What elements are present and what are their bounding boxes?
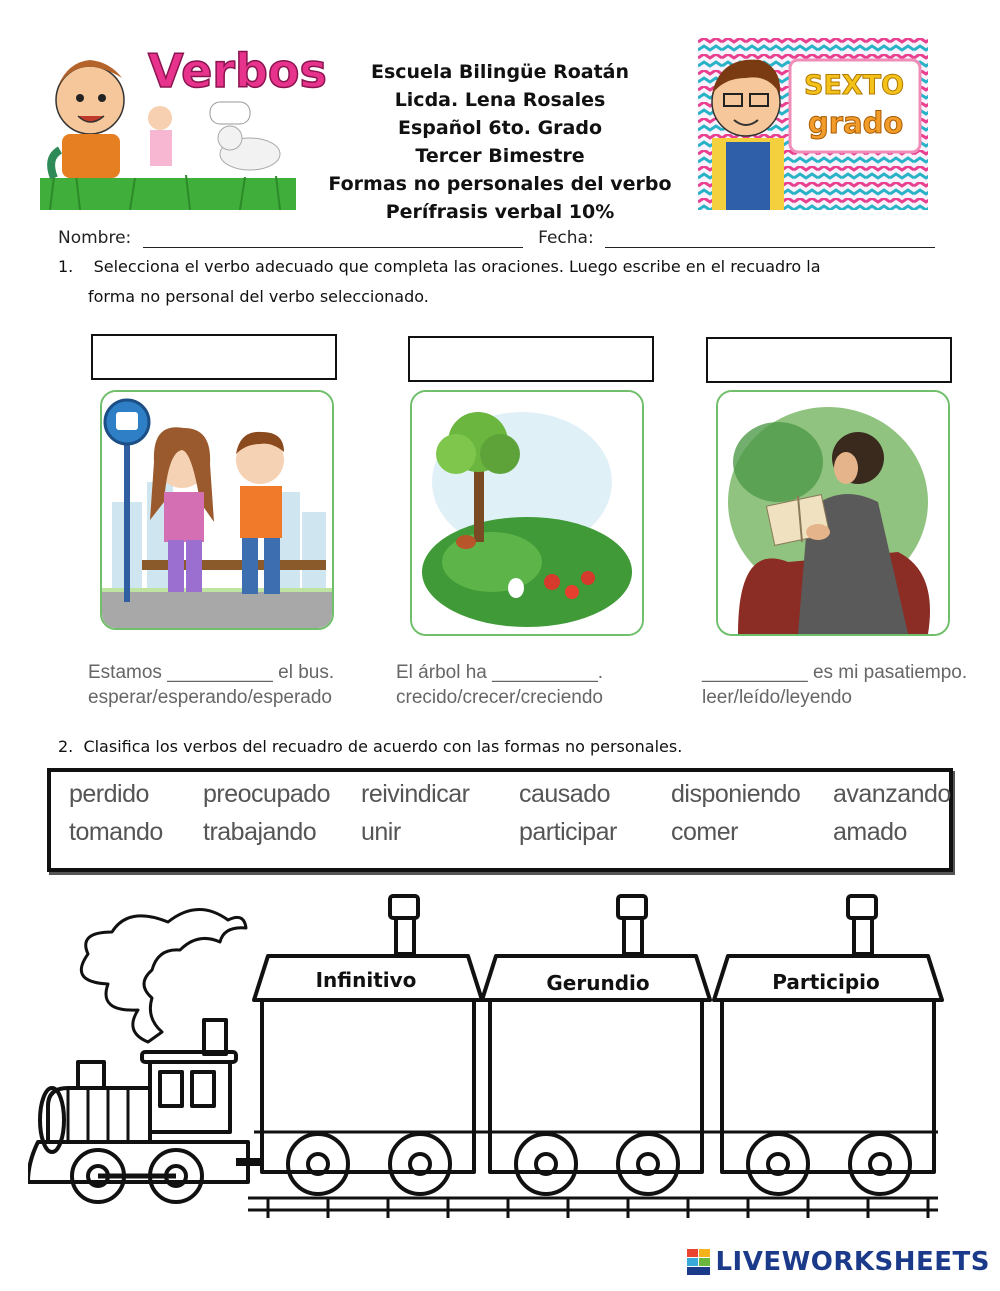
verb-word[interactable]: tomando bbox=[69, 818, 163, 846]
verb-word[interactable]: avanzando bbox=[833, 780, 951, 808]
header-line: Tercer Bimestre bbox=[415, 145, 585, 167]
sentence-1-text: Estamos __________ el bus. bbox=[88, 662, 335, 683]
sentence-2-text: El árbol ha __________. bbox=[396, 662, 604, 683]
sentence-3-text: __________ es mi pasatiempo. bbox=[702, 662, 968, 683]
sentence-3-options: leer/leído/leyendo bbox=[702, 687, 852, 708]
sentence-3 bbox=[702, 660, 967, 710]
drop-zone-participio[interactable] bbox=[726, 1004, 930, 1124]
grado-text: grado bbox=[808, 106, 904, 140]
sentence-2-options: crecido/crecer/creciendo bbox=[396, 687, 603, 708]
school-header bbox=[300, 58, 700, 226]
section1-instruction-line1: 1. Selecciona el verbo adecuado que completa las oraciones. Luego escribe en el recuadro la bbox=[58, 257, 821, 276]
brand-text: LIVEWORKSHEETS bbox=[715, 1247, 990, 1277]
drop-zone-infinitivo[interactable] bbox=[266, 1004, 470, 1124]
verb-word-box bbox=[47, 768, 953, 872]
section2-instruction: 2. Clasifica los verbos del recuadro de acuerdo con las formas no personales. bbox=[58, 737, 683, 756]
sentence-1-options: esperar/esperando/esperado bbox=[88, 687, 333, 708]
answer-box-2[interactable] bbox=[408, 336, 654, 382]
liveworksheets-icon bbox=[687, 1249, 711, 1275]
verb-word[interactable]: perdido bbox=[69, 780, 149, 808]
growing-tree-picture bbox=[410, 390, 644, 636]
section1-instruction-line2: forma no personal del verbo seleccionado. bbox=[88, 287, 429, 306]
verb-word[interactable]: causado bbox=[519, 780, 611, 808]
sexto-text: SEXTO bbox=[804, 70, 905, 101]
verb-word[interactable]: comer bbox=[671, 818, 738, 846]
verbos-logo bbox=[40, 38, 327, 210]
header-line: Español 6to. Grado bbox=[397, 117, 603, 139]
sexto-grado-logo bbox=[698, 38, 928, 210]
verb-word[interactable]: amado bbox=[833, 818, 907, 846]
car-label-gerundio: Gerundio bbox=[546, 971, 650, 995]
verb-word[interactable]: preocupado bbox=[203, 780, 331, 808]
student-info-row bbox=[58, 228, 935, 248]
bus-stop-picture bbox=[100, 390, 334, 630]
car-label-participio: Participio bbox=[772, 970, 880, 994]
verb-word[interactable]: participar bbox=[519, 818, 617, 846]
answer-box-1[interactable] bbox=[91, 334, 337, 380]
sentence-1 bbox=[88, 660, 334, 710]
verbos-logo-text: Verbos bbox=[148, 44, 327, 98]
sentence-2 bbox=[396, 660, 603, 710]
answer-box-3[interactable] bbox=[706, 337, 952, 383]
verb-word[interactable]: disponiendo bbox=[671, 780, 801, 808]
verb-word[interactable]: trabajando bbox=[203, 818, 317, 846]
name-line[interactable] bbox=[143, 229, 523, 248]
date-label: Fecha: bbox=[538, 228, 594, 248]
man-reading-picture bbox=[716, 390, 950, 636]
header-line: Licda. Lena Rosales bbox=[394, 89, 606, 111]
header-line: Formas no personales del verbo bbox=[328, 173, 672, 195]
verb-word[interactable]: reivindicar bbox=[361, 780, 470, 808]
name-label: Nombre: bbox=[58, 228, 132, 248]
drop-zone-gerundio[interactable] bbox=[494, 1004, 698, 1124]
date-line[interactable] bbox=[605, 229, 935, 248]
verb-word[interactable]: unir bbox=[361, 818, 401, 846]
car-label-infinitivo: Infinitivo bbox=[315, 968, 417, 992]
header-line: Perífrasis verbal 10% bbox=[385, 201, 615, 223]
liveworksheets-brand bbox=[687, 1247, 990, 1277]
header-line: Escuela Bilingüe Roatán bbox=[370, 61, 630, 83]
